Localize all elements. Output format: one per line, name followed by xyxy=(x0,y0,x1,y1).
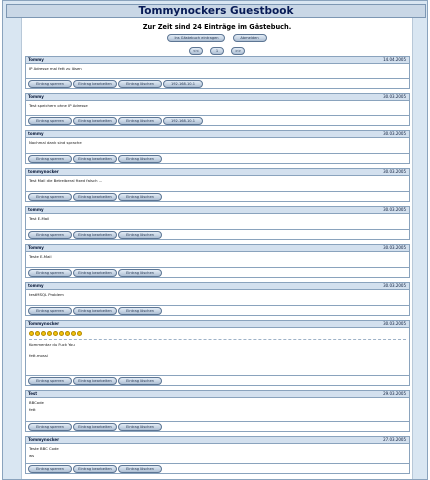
block-entry-button[interactable]: Eintrag sperren xyxy=(28,423,72,431)
block-entry-button[interactable]: Eintrag sperren xyxy=(28,465,72,473)
smiley-row xyxy=(26,328,409,336)
ip-address-button[interactable]: 192.168.10.1 xyxy=(163,117,203,125)
entry-header xyxy=(26,283,409,290)
delete-entry-button[interactable]: Eintrag löschen xyxy=(118,423,162,431)
pager-page-button[interactable]: 1 xyxy=(210,47,224,55)
block-entry-button[interactable]: Eintrag sperren xyxy=(28,377,72,385)
delete-entry-button[interactable]: Eintrag löschen xyxy=(118,117,162,125)
delete-entry-button[interactable]: Eintrag löschen xyxy=(118,377,162,385)
browser-frame xyxy=(2,0,428,480)
entry-text: Kommentar du Fuck You xyxy=(29,342,75,347)
entry-author: Tommy xyxy=(28,245,44,250)
delete-entry-button[interactable]: Eintrag löschen xyxy=(118,155,162,163)
entry-text: testMSQL Problem xyxy=(29,292,64,297)
entry-author: tommy xyxy=(28,131,44,136)
edit-entry-button[interactable]: Eintrag bearbeiten xyxy=(73,307,117,315)
edit-entry-button[interactable]: Eintrag bearbeiten xyxy=(73,117,117,125)
guestbook-entry xyxy=(25,130,410,164)
ip-address-button[interactable]: 192.168.10.1 xyxy=(163,80,203,88)
entry-text: Test speichern ohne IP Adresse xyxy=(29,103,88,108)
block-entry-button[interactable]: Eintrag sperren xyxy=(28,269,72,277)
entry-count-headline: Zur Zeit sind 24 Einträge im Gästebuch. xyxy=(142,23,292,31)
entry-author: Tommy xyxy=(28,57,44,62)
entry-actions xyxy=(26,375,409,385)
guestbook-entry xyxy=(25,56,410,89)
entry-header xyxy=(26,391,409,398)
delete-entry-button[interactable]: Eintrag löschen xyxy=(118,307,162,315)
entry-text: Nochmal dank sind sprache xyxy=(29,140,82,145)
entry-text: fett xyxy=(29,407,36,412)
entry-actions xyxy=(26,115,409,125)
entry-date: 30.03.2005 xyxy=(383,131,406,136)
entry-actions xyxy=(26,153,409,163)
entry-header xyxy=(26,57,409,64)
smiley-icon xyxy=(41,331,46,336)
edit-entry-button[interactable]: Eintrag bearbeiten xyxy=(73,193,117,201)
delete-entry-button[interactable]: Eintrag löschen xyxy=(118,80,162,88)
guestbook-entry xyxy=(25,390,410,432)
guestbook-entry xyxy=(25,282,410,316)
smiley-icon xyxy=(29,331,34,336)
edit-entry-button[interactable]: Eintrag bearbeiten xyxy=(73,155,117,163)
entry-date: 14.04.2005 xyxy=(383,57,406,62)
edit-entry-button[interactable]: Eintrag bearbeiten xyxy=(73,465,117,473)
edit-entry-button[interactable]: Eintrag bearbeiten xyxy=(73,231,117,239)
entry-actions xyxy=(26,267,409,277)
entry-text: Test Mail die Betreiberal fixed falsch ... xyxy=(29,178,103,183)
edit-entry-button[interactable]: Eintrag bearbeiten xyxy=(73,80,117,88)
page-title: Tommynockers Guestbook xyxy=(6,4,426,18)
smiley-icon xyxy=(59,331,64,336)
entry-actions xyxy=(26,463,409,473)
delete-entry-button[interactable]: Eintrag löschen xyxy=(118,465,162,473)
edit-entry-button[interactable]: Eintrag bearbeiten xyxy=(73,423,117,431)
smiley-icon xyxy=(35,331,40,336)
guestbook-entry xyxy=(25,168,410,202)
block-entry-button[interactable]: Eintrag sperren xyxy=(28,117,72,125)
delete-entry-button[interactable]: Eintrag löschen xyxy=(118,269,162,277)
entry-actions xyxy=(26,191,409,201)
entry-date: 30.03.2005 xyxy=(383,169,406,174)
block-entry-button[interactable]: Eintrag sperren xyxy=(28,193,72,201)
entry-author: Test xyxy=(28,391,38,396)
entry-date: 30.03.2005 xyxy=(383,207,406,212)
edit-entry-button[interactable]: Eintrag bearbeiten xyxy=(73,377,117,385)
entry-author: Tommynocker xyxy=(28,321,60,326)
entry-author: Tommynocker xyxy=(28,437,60,442)
entry-header xyxy=(26,131,409,138)
block-entry-button[interactable]: Eintrag sperren xyxy=(28,307,72,315)
entry-text: fett.mossi xyxy=(29,353,48,358)
entry-date: 30.03.2005 xyxy=(383,245,406,250)
guestbook-entry xyxy=(25,206,410,240)
pager-prev-button[interactable]: << xyxy=(189,47,203,55)
entry-author: tommy xyxy=(28,283,44,288)
guestbook-entry xyxy=(25,436,410,474)
guestbook-entry xyxy=(25,93,410,126)
entry-header xyxy=(26,321,409,328)
smiley-icon xyxy=(77,331,82,336)
pager-next-button[interactable]: >> xyxy=(231,47,245,55)
entry-date: 27.03.2005 xyxy=(383,437,406,442)
entry-actions xyxy=(26,421,409,431)
delete-entry-button[interactable]: Eintrag löschen xyxy=(118,231,162,239)
entry-header xyxy=(26,207,409,214)
edit-entry-button[interactable]: Eintrag bearbeiten xyxy=(73,269,117,277)
entry-header xyxy=(26,437,409,444)
entry-header xyxy=(26,245,409,252)
entry-author: tommynocker xyxy=(28,169,59,174)
entry-date: 29.03.2005 xyxy=(383,391,406,396)
entry-header xyxy=(26,94,409,101)
entry-text: BBCode xyxy=(29,400,44,405)
smiley-icon xyxy=(65,331,70,336)
smiley-icon xyxy=(71,331,76,336)
entry-author: Tommy xyxy=(28,94,44,99)
smiley-icon xyxy=(53,331,58,336)
block-entry-button[interactable]: Eintrag sperren xyxy=(28,155,72,163)
block-entry-button[interactable]: Eintrag sperren xyxy=(28,231,72,239)
entry-text: ws xyxy=(29,453,35,458)
entry-actions xyxy=(26,78,409,88)
entry-text: Teste E-Mail xyxy=(29,254,52,259)
smiley-icon xyxy=(47,331,52,336)
guestbook-entry xyxy=(25,320,410,386)
sign-guestbook-button[interactable]: Ins Gästebuch eintragen xyxy=(167,34,225,42)
delete-entry-button[interactable]: Eintrag löschen xyxy=(118,193,162,201)
entry-header xyxy=(26,169,409,176)
entry-text: Test E-Mail xyxy=(29,216,50,221)
entry-text: Teste BBC Code xyxy=(29,446,59,451)
entry-date: 30.03.2005 xyxy=(383,94,406,99)
entry-text: IP Adresse mal fett zu lösen xyxy=(29,66,82,71)
guestbook-content xyxy=(21,18,413,480)
logout-button[interactable]: Abmelden xyxy=(233,34,267,42)
entry-date: 30.03.2005 xyxy=(383,321,406,326)
entry-actions xyxy=(26,305,409,315)
entry-author: tommy xyxy=(28,207,44,212)
entry-actions xyxy=(26,229,409,239)
guestbook-entry xyxy=(25,244,410,278)
entry-date: 30.03.2005 xyxy=(383,283,406,288)
block-entry-button[interactable]: Eintrag sperren xyxy=(28,80,72,88)
